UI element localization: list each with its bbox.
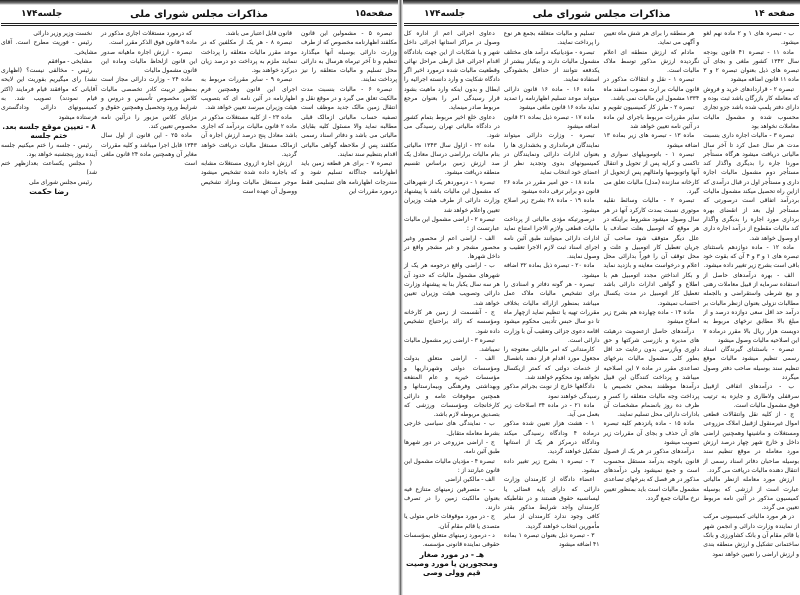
paragraph: دادگاهها خارج از نوبت بجرائم مذکور رسیدگی خواهند نمود <box>503 383 600 400</box>
paragraph: دعاوی اجرائی اعم از اداره کل وصول در مراکز استانها اجرائی داخل شهر و یا شکایات از این جهت بادادگاه اقدام اجرائی قبل ازطی مراحل نهائی وقطعیت مالیات شده درمورد اخیر اگر دادگاه شکایت و وارد دانسته اجرائیه را ابطال و بدون اینکه وارد ماهیت بشود قرار رسیدگی امر را بعنوان مرجع مربوط صادر مینماید. <box>404 30 500 112</box>
session-number: جلسه۱۷۴ <box>424 9 466 19</box>
text-column <box>703 29 799 578</box>
paragraph: رئیس - فوریت مطرح است. آقای مشایخی. <box>1 39 97 56</box>
paragraph: ماده ۱۱ - تبصره ۴۱ قانون بودجه سال ۱۳۴۲ کشور ملغی و بجای آن تبصره های ذیل بعنوان تبصره ۲ و ۳ ماده ۱۱ قانون اضافه میشود <box>703 48 799 84</box>
paragraph: تبصره ۶ - مالیات بنسبت مدت مالکیت تعلق می گیرد و در موقع نقل و انتقال زمین مالک جدید موظف است تصفیه حساب مالیاتی ازمالک قبلی مطالبه نماید والا مسئول کلیه بقایای مالیاتی می باشد و دفاتر اسناد رسمی مکلفند پس از ملاحظه گواهی مالیاتی اقدام بتنظیم سند نمایند. <box>301 85 397 158</box>
paragraph: تبصره ۱ - درموردهر یک از شهرهائی که مشمول این مالیات باشد با پیشنهاد وزارت دارائی از طرف هیئت وزیران تعیین واعلام خواهد شد <box>404 178 500 214</box>
paragraph: ارزش اجاره ازروی مستغلات مشابه که باجاره داده شده تشخیص میشود موجر مستغل مالیات ومازاد تشخیص ووصول آن عهده است <box>201 160 297 196</box>
paragraph: ماده ۲۰ - تبصره ذیل بماده ۳۲ اضافه میشود. <box>503 262 600 279</box>
page-number: صفحه۱۵ <box>354 9 393 19</box>
paragraph: تبصره ۲ - قراردادهای خرید و فروش که معامله کار بازرگان باشد ثبت بوده و دارای دفتر پلمپ شده باشد جزو تجاری محسوب شده و مشمول مالیات معاملات نخواهد بود <box>703 85 799 130</box>
text-columns <box>1 29 397 196</box>
paragraph: قانون قابل اعتبار می باشد. <box>225 30 292 37</box>
book-gutter <box>398 0 403 595</box>
paragraph: ب - درآمدهای اتفاقی ازقبیل سرقفلی ولاطاری و جایزه به ترتیب فوق مشمول مالیات است. <box>703 383 799 409</box>
paragraph: ب - تبصره های ۱ و ۲ ماده نهم لغو میشود. <box>703 30 799 47</box>
paragraph: تبصره ۴ - مؤدیان مالیات مشمول این قانون عبارتند از : <box>404 457 500 474</box>
paragraph: تبصره ۱ - باتوموبیلهای سواری و تاکسی و کرایه پس از تحویل و انتقال آنها واتوبوسها وامثالهم پس ازتحویل از کارخانه سازنده (مدل) مالیات تعلق می گیرد. <box>603 150 700 196</box>
page-number: صفحه ۱۴ <box>753 9 795 19</box>
right-page <box>404 7 799 578</box>
paragraph: تبصره ۳ - مالیات اجاره داری بنسبت مدت هر سال عمل کرد تا آخر سال مالیاتی دریافت میشود هرگاه مستأجر موردا جاره را بدیگری واگذار کند مستأجر دوم مشمول مالیات اجاره داری و مستأجر اول در قبال درآمدی که ازاین راه تحصیل میکند مشمول مالیات بردرآمد اتفاقی است درصورتی که مستأجر اول بعد از انقضای بهره برداری مورد اجاره را بدیگری واگذار کند مالیات مقطوع از درآمد اجاره داری او وصول خواهد شد. <box>703 132 799 242</box>
paragraph: تبصره ۷ - برای هر قطعه زمین باید اظهارنامه جداگانه تسلیم شود و مندرجات اظهارنامه های تسلیمی فقط درمورد مقررات این <box>301 160 397 196</box>
paragraph: درآمدهای حاصل ازعضویت درهیئت های مدیره و بازرسی شرکتها و حق داوری وبازرسی بدون رعایت حد اقل بطور کلی مشمول مالیات بنرخهای تصاعدی مقرر در ماده ۷ این اصلاحیه میباشد و پرداخت کنندگان این قبیل درآمدها موظفند بمحض تخصیص یا پرداخت وجه مالیات متعلقه را کسر و ظرف ده روز بانضمام مشخصات آن بادارات دارائی محل تسلیم نمایند. <box>603 327 700 419</box>
paragraph: ماده ۲۱ - در ماده ۳۴ اصلاحات زیر بعمل می آید. <box>503 401 600 419</box>
running-title: مذاکرات مجلس شورای ملی <box>532 9 671 20</box>
page-header <box>1 7 397 26</box>
paragraph: ماده ۱۵ - ماده پانزدهم کلیه تبصره های آن حذف و بجای آن مقررات زیر تصویب میشود <box>603 420 700 447</box>
paragraph: تسلیم و مالیات متعلقه بجمع هر نوع را پرداخت نمایند. <box>503 30 600 47</box>
paragraph: ب - اراضی واقع درحومه هر یک از شهرهای مشمول مالیات که حدود آن هر سه سال یکبار بنا به پیشنهاد وزارت دارائی وتصویب هیئت وزیران تعیین خواهد شد. <box>404 262 500 307</box>
text-columns <box>404 29 799 578</box>
paragraph: تبصره ۵ - مشمولین این قانون مکلفند اظهارنامه مخصوص که از طرف وزارت دارائی بوسیله آنها میگذارد تنظیم و تا آخر تیرماه هرسال به دارائی محل تسلیم و مالیات متعلقه را نیز پرداخت نمایند. <box>301 30 397 84</box>
paragraph: ماده ۱۴ - ماده چهارده هم بشرح زیر اصلاح میشود <box>603 308 700 326</box>
paragraph: ماده ۲۳ - از کلیه مستغلات مذکور در ماده ۲ قانون مالیات بردرآمد که اجاری باشد معادل پنج درصد ارزش اجاره آن ازمالک مستغل مالیات دریافت خواهد گردید. <box>201 113 297 158</box>
paragraph: ارزش مورد معامله ازنظر مالیاتی عبارت است از ارزشی که بوسیله کمیسیون مذکور در آئین نامه مربوط تعیین می گردد. <box>703 476 799 512</box>
page-header <box>404 7 799 26</box>
paragraph: اعضاء دادگاه از کارمندان وزارت دارائی که دارای پایه قضائی یا لیسانسیه حقوق هستند و در نقاطیکه کارمندان واجد شرایط مذکور بقدر کافی وجود ندارد کارمندان از سایر مأمورین انتخاب خواهند گردید. <box>503 476 600 530</box>
paragraph: الف - مالکین اراضی <box>445 476 495 484</box>
paragraph: کارمندانی که امر مالیاتی معتوجه را مجعول مورد اقدام قرار دهند بانفصال از خدمات دولتی که کمتر ازیکسال نخواهد بود محکوم خواهند شد. <box>503 346 600 381</box>
paragraph: تبصره ۱ - نقل و انتقالات مذکور در قانون مالیات بر ارث مصوب اسفند ماه ۱۳۳۴ مشمول این مالیات نمی باشد. <box>603 76 700 103</box>
paragraph: ماده ۱۷ - تبصره ذیل بماده ۲۱ قانون اضافه میشود <box>503 113 600 130</box>
paragraph: ماده ۱۳ - تبصره های زیر بماده ۱۳ اضافه میشود <box>603 132 700 149</box>
paragraph: تبصره - باستثنای گیرندگان اسناد رسمی تنظیم میشود مالیات موقع تنظیم سند بوسیله صاحب دفتر وصول میگردد <box>703 346 799 381</box>
paragraph: ب - متصرفین زمینهای متنازع فیه بعنوان مالکیت زمین را در تصرف دارند. <box>404 485 500 512</box>
paragraph: تبصره ۸ - هر یک از مکلفین که در موعد مقرر مالیات متعلقه را پرداخت ننمایند ملزم به پرداخت دو درصد زیان دیرکرد خواهند بود. <box>201 39 297 75</box>
paragraph: ماده ۲۵ - این قانون از اول سال ۱۳۴۳ قابل اجرا میباشد و کلیه مقررات مغایر آن وهمچنین ماده ۲۴ قانون ملغی است <box>101 132 197 168</box>
text-column <box>404 29 500 578</box>
paragraph: ۳ - تبصره ذیل بعنوان تبصره ۱ بماده ۴۱ اضافه میشود <box>503 532 600 549</box>
text-column <box>1 29 97 196</box>
paragraph: ج - آنقسمت از زمین هر کارخانه ومؤسسه که زائد براحتیاج تشخیص داده شود. <box>404 308 500 335</box>
running-title: مذاکرات مجلس شورای ملی <box>130 9 268 20</box>
paragraph: ۱ - هشت هزار تعیین شده مذکور درماده ۴ ودادگاه رسیدگی میکند ودادگاه درمرکز هر یک از استانها تشکیل خواهند گردید. <box>503 420 600 456</box>
paragraph: الف - اراضی متعلق بدولت ومؤسسات دولتی وشهرداریها و مؤسسات خیریه و عام المنفعه وبهداشتی وفرهنگی وبیمارستانها و همچنین موقوفات عامه و دارائی کارخانجات ومؤسسات ورزشی که بتصدیق مربوطه لازم باشد. <box>404 355 500 419</box>
paragraph: رئیس - مخالفی نیست؟ (اظهاری نشد) رای میگیریم بفوریت این لایحه آقایانی که موافقند قیام فرمایند (اکثر قیام نمودند) تصویب شد. به کمیسیونهای دارائی ودادگستری فرستاده میشود <box>1 67 97 121</box>
paragraph: الف - اراضی اعم از محصور وغیر محصور مشجر و غیر مشجر واقع در داخل شهرها. <box>404 234 500 261</box>
text-column <box>604 29 700 578</box>
paragraph: درآمدهای مذکور در هر یک از فصول قانون باتوجه بدرآمد مستقل محسوب است و جمع نمیشود ولی درآمدهای مذکور در هر فصل که بنرخهای تصاعدی مشمول مالیات است باید بمنظور تعیین نرخ مالیات جمع گردد. <box>603 448 700 502</box>
paragraph: ج - از کلیه نقل وانتقالات قطعی اموال غیرمنقول ازقبیل املاک مزروعی ومستغلات و ماشینها وهمچنین اراضی داخل و خارج شهر چهار درصد ارزش مورد معامله در موقع تنظیم سند بوسیله صاحبان دفاتر اسناد رسمی از انتقال دهنده مالیات دریافت می گردد. <box>703 411 799 474</box>
paragraph: تبصره - وزارت دارائی میتواند نمایندگان فرمانداری و بخشداری ها را بعنوان ادارات دارائی ونمایندگان در کمیسیونهای بدوی وتجدید نظر از اعضای خود انتخاب نماید <box>503 132 600 177</box>
paragraph: تبصره ۹ - سایر مقررات مربوط به اجرای این قانون وهمچنین فرم اظهارنامه در آئین نامه ای که بتصویب هیئت وزیران میرسد تعیین خواهد شد. <box>201 76 297 112</box>
paragraph: که درمورد مستغلات اجاری مذکور در ماده ۹ قانون فوق الذکر مقرر است. <box>101 30 197 47</box>
text-column <box>301 29 397 196</box>
paragraph: د - درمورد زمینهای متعلق بمؤسسات حقوقی نماینده قانونی مؤسسه. <box>404 532 500 549</box>
paragraph: ماده ۱۸ - حق امیر مقرر در ماده ۲۶ قانون دو برابر ترقی داده میشود <box>503 178 600 196</box>
paragraph: تبصره - مؤدیانیکه درآمد های مختلف مشمول مالیات دارند و بیکبار بیشتر از یکدفعه نتوانند از حداقل بخشودگی استفاده نمایند. <box>503 48 600 84</box>
paragraph: رئیس - جلسه را ختم میکنیم جلسه آینده روز پنجشنبه خواهد بود. <box>1 141 97 158</box>
text-column <box>201 29 297 196</box>
paragraph: هر منطقه را برای هر شش ماه تعیین و آگهی می نماید. <box>603 30 700 47</box>
text-column <box>504 29 600 578</box>
section-heading: هـ - در مورد صغار ومحجورین یا مورد وصیت قیم وولی وصی <box>406 549 498 578</box>
section-heading: رضا حکمت <box>29 187 69 197</box>
paragraph: ( مجلس یکساعت بعدازظهر ختم شد) <box>1 160 97 177</box>
paragraph: در هر مورد مالیاتی کمیسیونی مرکب از نماینده وزارت دارائی و انجمن شهر یا قائم مقام آن و بانک کشاورزی و بانک ساختمانی تشکیل و ارزش منطقه بندی و ارزش اراضی را تعیین خواهد نمود <box>703 513 799 558</box>
paragraph: مادام که ارزش منطقه ای اعلام نگردیده ارزش مذکور توسط ملاک مالیات است. <box>603 48 700 75</box>
paragraph: ماده ۱۶ - ماده ۱۶ قانون دارائی میتواند موعد تسلیم اظهارنامه را تمدید نماید ماده ۱۶ قانون ملغی میشود <box>503 85 600 112</box>
paragraph: تبصره ۲ - مالیات وسائط نقلیه موتوری نسبت بمدت کارکرد آنها در هر سال وصول میشود مشروط براینکه در هر موقع که اتومبیل بعلت تصادف یا علل دیگر متوقف شود صاحب آن جریان تعطیل کار اتومبیل و علت و محل توقف آن را فوراً بدارائی محل اعلام و درخواست معاینه و بازدید نماید و بکار انداختن مجدد اتومبیل هم با اطلاع و گواهی ادارات دارائی باشد تعطیل کار اتومبیل در مدت یکسال احتساب نمیشود. <box>603 197 700 307</box>
paragraph: تبصره - هر گونه دفاتر و اسنادی را برای تشخیص مالیات ملاک عمل میباشد بمنظور ازارائه مالیات بخلاف مقررات تهیه یا تنظیم نماید ازچهار ماه تا دو سال حبس تأدیبی محکوم میشود اقامه دعوی جزائی وتعقیب آن با وزارت دارائی است. <box>503 281 600 344</box>
paragraph: ۲ - تبصره ۱ بشرح زیر تغییر داده میشود. <box>503 457 600 474</box>
paragraph: ماده ۲۴ - وزارت دارائی مجاز است بمنظور تربیت کادر تخصصی مالیات کلاس مخصوص تأسیس و دروس و شرایط ورود وتحصیل وهمچنین حقوق و مزایای کلاس مزبور را درآئین نامه مخصوص تعیین کند. <box>101 76 197 130</box>
paragraph: ماده ۱۲ - ماده دوازدهم باستثنای تبصره های ۱ و ۳ و ۴ آن که بقوت خود باقی است بشرح زیر تغییر داده میشود. <box>703 243 799 270</box>
paragraph: الف - بهره درآمدهای حاصل از استفاده سرمایه از قبیل معاملات رهنی و بیع شرطی واستقراضی و بالجمله مطالبات نزولی بعنوان ازنظر مالیات بر درآمد حد اقل سعی دوازده درصد و از مبلغ بالا مطابق نرخهای مربوط به دویست هزار ریال بالا مقرر درماده ۷ این اصلاحیه مالیات وصول میشود <box>703 271 799 344</box>
paragraph: تبصره - ارزش اجاره ماهیانه صدور این قانون ازلحاظ مالیات وماده این قانون مشمول مالیات <box>101 48 197 75</box>
section-heading: ۸ - تعیین موقع جلسه بعد. <box>2 121 96 131</box>
paragraph: رئیس مجلس شورای ملی <box>28 178 92 186</box>
left-page <box>1 7 397 196</box>
paragraph: تبصره ۳ - اراضی زیر مشمول مالیات نمیباشد. <box>404 336 500 354</box>
paragraph: تبصره ۲ - اراضی مشمول این مالیات عبارتست از : <box>404 215 500 233</box>
paragraph: مشایخی - موافقم <box>47 57 92 65</box>
paragraph: درصورتیکه مؤدی مالیاتی از پرداخت مالیات قطعی ولازم الاجرا امتناع نماید ادارات دارائی میتوانند طبق آئین نامه اجرای اسناد ثبت لازم الاجرا تعقیب و وصول نمایند. <box>503 215 600 261</box>
paragraph: تبصره ۲ - طرز کار کمیسیون تقویم و سایر مقررات مربوط باجرای این ماده در آئین نامه تعیین خواهد شد <box>603 104 700 130</box>
paragraph: دعاوی خلع اخیر مربوط بتمام کشور در دادگاه مالیاتی تهران رسیدگی می شود. <box>404 113 500 140</box>
session-number: جلسه۱۷۴ <box>21 9 63 19</box>
paragraph: ج - اراضی مزروعی در دور شهرها طبق آئین نامه. <box>404 439 500 456</box>
paragraph: ماده ۱۹ - ماده ۲۸ بشرح زیر اصلاح میشود. <box>503 197 600 214</box>
paragraph: ب - نمایندگی های سیاسی خارجی بشرط معامله متقابل. <box>404 420 500 437</box>
paragraph: ج - در مورد موقوفات خاص متولی یا متصدی یا قائم مقام آنان. <box>404 513 500 530</box>
paragraph: نخست وزیر وزیر دارائی <box>33 30 92 37</box>
paragraph: ماده ۲۲ - ازاول سال ۱۳۴۳ مالیاتی بنام مالیات براراضی درسال معادل یک صد ارزش زمین براساس تقسیم منطقه دریافت میشود. <box>404 141 500 177</box>
section-heading: ختم جلسه <box>30 131 68 141</box>
text-column <box>101 29 197 196</box>
